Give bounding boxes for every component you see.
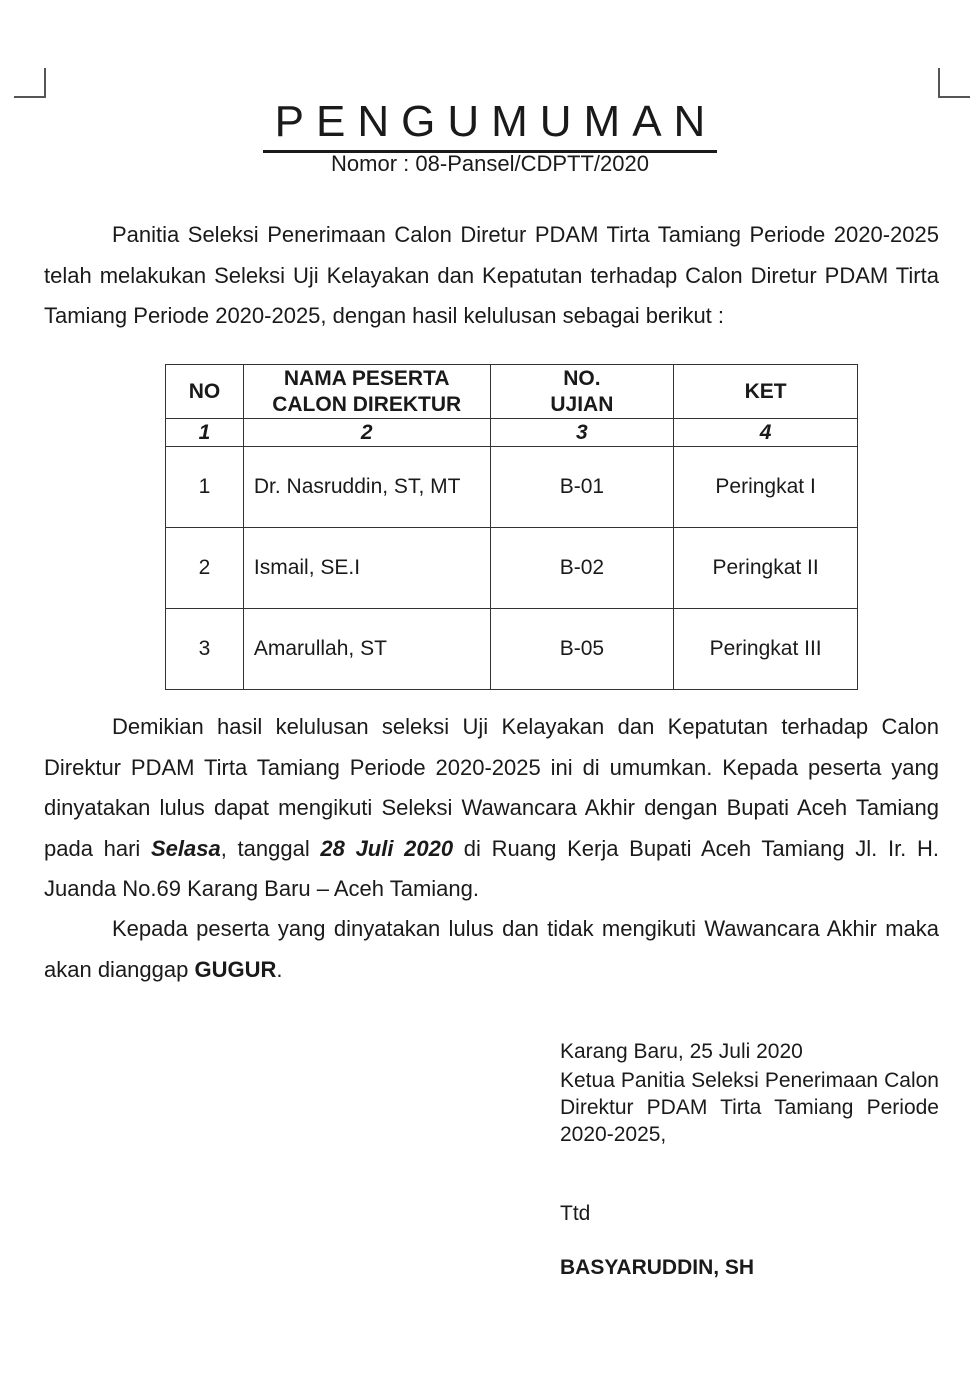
document-number: Nomor : 08-Pansel/CDPTT/2020	[331, 151, 649, 176]
column-number: 2	[243, 419, 490, 447]
table-row	[166, 447, 858, 528]
results-table	[165, 364, 858, 690]
signatory-name: BASYARUDDIN, SH	[560, 1256, 755, 1279]
row-no: 1	[166, 447, 244, 528]
row-exam-no: B-01	[490, 447, 674, 528]
interview-day: Selasa	[151, 835, 221, 861]
signature-role: Ketua Panitia Seleksi Penerimaan Calon Direktur PDAM Tirta Tamiang Periode 2020-2025,	[560, 1069, 939, 1146]
column-number: 4	[674, 419, 858, 447]
column-number: 1	[166, 419, 244, 447]
closing-text: , tanggal	[220, 835, 321, 861]
interview-date: 28 Juli 2020	[320, 835, 454, 861]
header-ket: KET	[674, 365, 858, 419]
closing-paragraph	[44, 707, 939, 910]
header-no: NO	[166, 365, 244, 419]
column-number: 3	[490, 419, 674, 447]
crop-mark-top-right	[938, 68, 940, 98]
row-ket: Peringkat II	[674, 528, 858, 609]
warning-end: .	[276, 956, 283, 982]
column-number-row	[166, 419, 858, 447]
row-exam-no: B-05	[490, 609, 674, 690]
row-name: Dr. Nasruddin, ST, MT	[243, 447, 490, 528]
row-no: 3	[166, 609, 244, 690]
header-ujian	[490, 365, 674, 419]
table-row	[166, 528, 858, 609]
header-ujian-line1: NO.	[563, 366, 601, 390]
row-name: Ismail, SE.I	[243, 528, 490, 609]
row-ket: Peringkat I	[674, 447, 858, 528]
closing-text: Demikian hasil kelulusan seleksi Uji Kelayakan dan Kepatutan terhadap Calon Direktur PDAM Tirta Tamiang Periode 2020-2025 ini di umumkan. Kepada peserta yang dinyatakan lulus dapat mengikuti Seleksi Wawancara Akhir dengan Bupati Aceh Tamiang pada hari	[44, 714, 939, 861]
table-header-row	[166, 365, 858, 419]
intro-text: Panitia Seleksi Penerimaan Calon Diretur PDAM Tirta Tamiang Periode 2020-2025 telah melakukan Seleksi Uji Kelayakan dan Kepatutan terhadap Calon Diretur PDAM Tirta Tamiang Periode 2020-2025, dengan hasil kelulusan sebagai berikut :	[44, 222, 939, 328]
closing-text: di Ruang Kerja Bupati Aceh Tamiang Jl. Ir. H. Juanda No.69 Karang Baru – Aceh Tamiang.	[44, 835, 939, 901]
warning-emphasis: GUGUR	[194, 956, 277, 982]
header-nama	[243, 365, 490, 419]
signature-place-date: Karang Baru, 25 Juli 2020	[560, 1040, 803, 1063]
signature-ttd: Ttd	[560, 1202, 591, 1225]
header-nama-line1: NAMA PESERTA	[283, 366, 450, 390]
row-name: Amarullah, ST	[243, 609, 490, 690]
warning-paragraph	[44, 909, 939, 990]
crop-mark-top-left	[44, 68, 46, 98]
row-no: 2	[166, 528, 244, 609]
row-ket: Peringkat III	[674, 609, 858, 690]
table-row	[166, 609, 858, 690]
intro-paragraph	[44, 215, 939, 337]
announcement-title: PENGUMUMAN	[263, 96, 718, 153]
header-nama-line2: CALON DIREKTUR	[272, 392, 462, 416]
row-exam-no: B-02	[490, 528, 674, 609]
warning-text: Kepada peserta yang dinyatakan lulus dan tidak mengikuti Wawancara Akhir maka akan dianggap	[44, 916, 939, 982]
announcement-title-wrap	[0, 96, 980, 153]
header-ujian-line2: UJIAN	[550, 392, 614, 416]
